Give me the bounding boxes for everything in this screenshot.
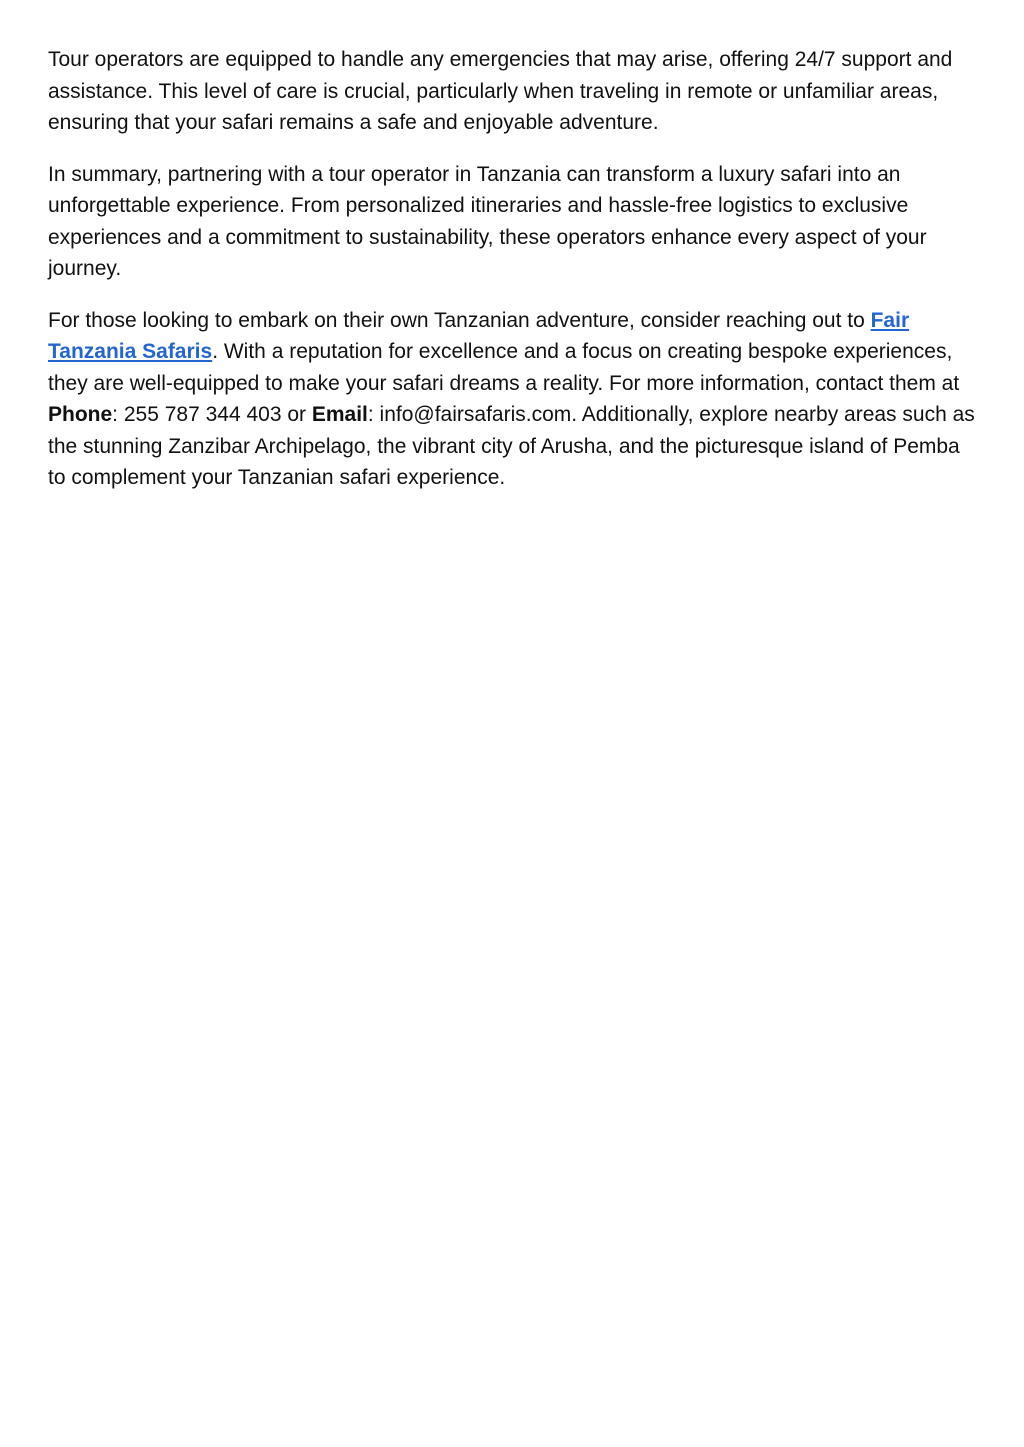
contact-after-link-text: . With a reputation for excellence and a focus on creating bespoke experiences, they are well-equipped to make your safari dreams a reality. For more information, contact them at — [48, 340, 960, 395]
paragraph-summary: In summary, partnering with a tour operator in Tanzania can transform a luxury safari into an unforgettable experience. From personalized itineraries and hassle-free logistics to exclusive experiences and a commitment to sustainability, these operators enhance every aspect of your journey. — [48, 162, 927, 280]
phone-value: : 255 787 344 403 or — [112, 403, 312, 426]
paragraph-emergency-support: Tour operators are equipped to handle any emergencies that may arise, offering 24/7 support and assistance. This level of care is crucial, particularly when traveling in remote or unfamiliar areas, ensuring that your safari remains a safe and enjoyable adventure. — [48, 48, 953, 134]
fair-tanzania-safaris-link[interactable]: Fair Tanzania Safaris — [48, 308, 910, 363]
email-value-and-closing-text: : info@fairsafaris.com. Additionally, explore nearby areas such as the stunning Zanzibar Archipelago, the vibrant city of Arusha, and the picturesque island of Pemba to complement your Tanzanian safari experience. — [48, 403, 975, 489]
phone-label: Phone — [48, 403, 113, 426]
paragraph-contact — [48, 305, 978, 494]
email-label: Email — [311, 403, 368, 426]
document-body — [48, 44, 978, 514]
contact-intro-text: For those looking to embark on their own Tanzanian adventure, consider reaching out to — [48, 308, 871, 332]
